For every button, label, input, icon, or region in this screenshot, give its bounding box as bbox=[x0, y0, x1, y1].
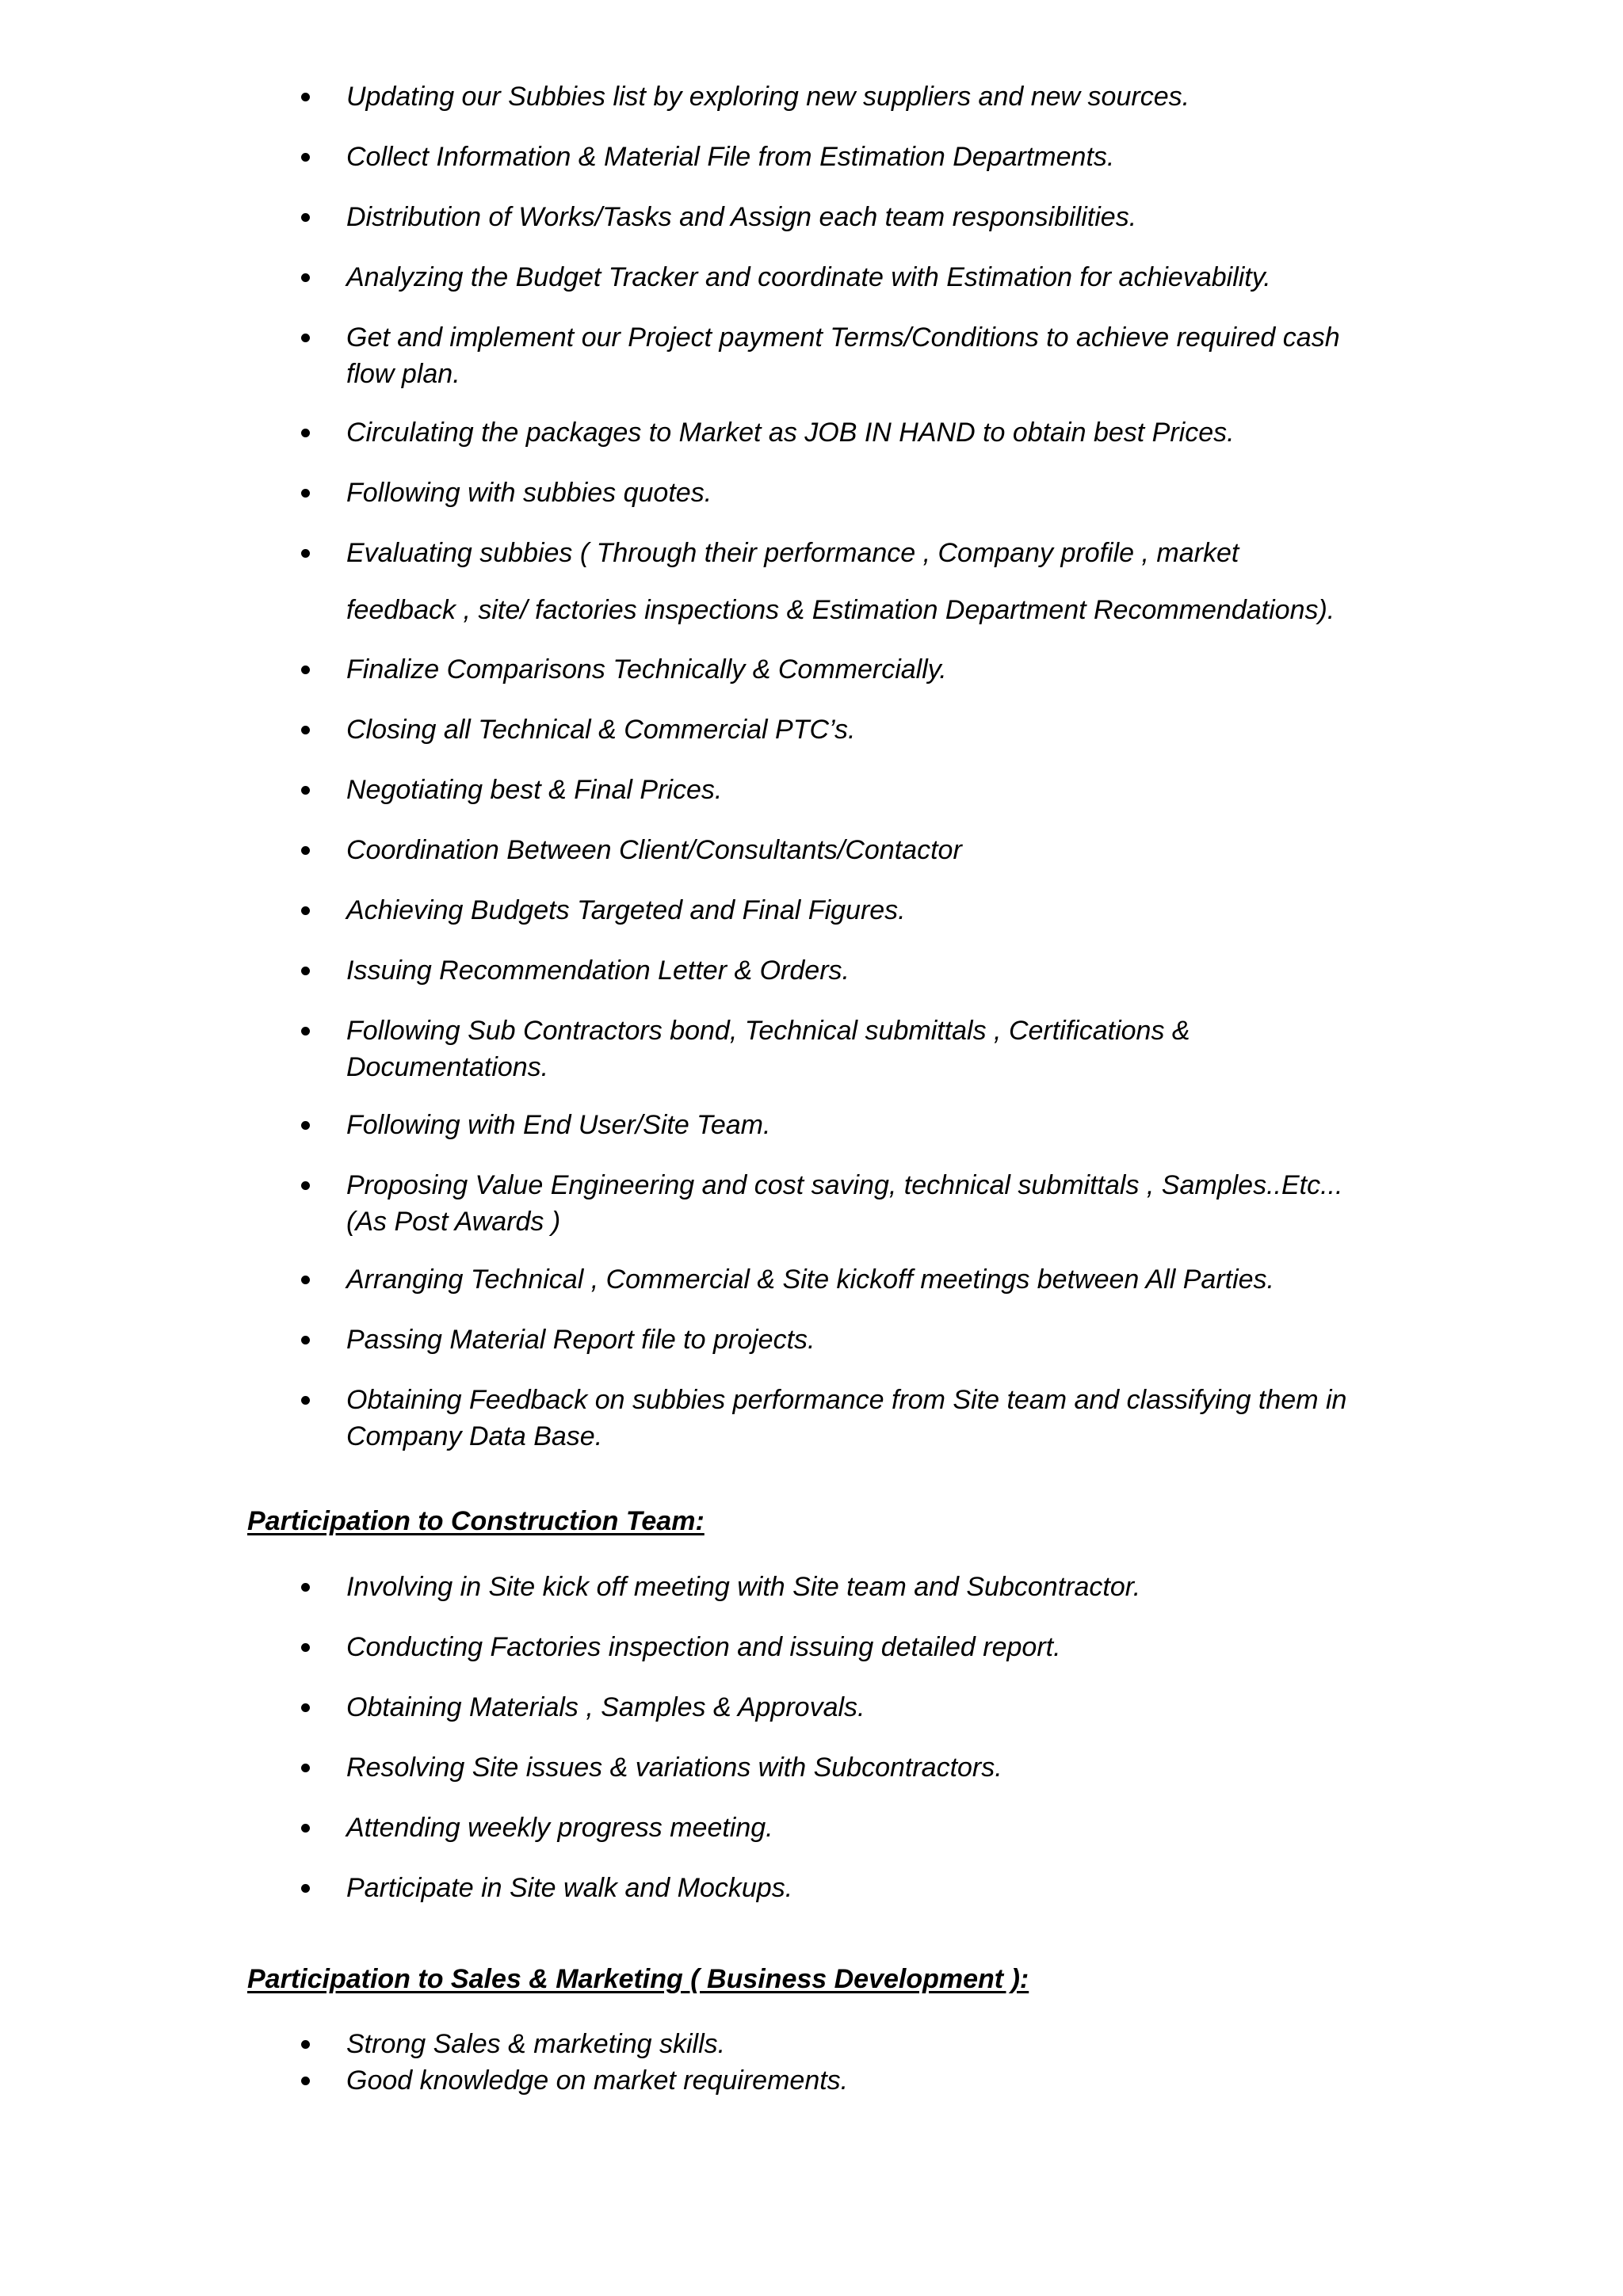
list-item bbox=[346, 139, 1384, 175]
list-item bbox=[346, 1629, 1384, 1665]
list-item-text: Company Data Base. bbox=[346, 1421, 603, 1451]
list-item-text: Closing all Technical & Commercial PTC’s. bbox=[346, 715, 856, 745]
list-item bbox=[346, 2026, 1384, 2062]
list-item-text: Following with End User/Site Team. bbox=[346, 1110, 771, 1140]
list-item bbox=[346, 535, 1384, 628]
list-item bbox=[346, 414, 1384, 451]
list-item-text: Involving in Site kick off meeting with Site team and Subcontractor. bbox=[346, 1572, 1141, 1602]
list-item bbox=[346, 892, 1384, 929]
list-item-text: Documentations. bbox=[346, 1052, 549, 1082]
construction-section-heading: Participation to Construction Team: bbox=[247, 1506, 705, 1536]
sales-section-heading: Participation to Sales & Marketing ( Business Development ): bbox=[247, 1964, 1029, 1994]
list-item bbox=[346, 711, 1384, 748]
list-item-text: Conducting Factories inspection and issuing detailed report. bbox=[346, 1632, 1061, 1662]
list-item bbox=[346, 651, 1384, 688]
list-item bbox=[346, 1382, 1384, 1455]
list-item-text: Distribution of Works/Tasks and Assign each team responsibilities. bbox=[346, 202, 1137, 232]
list-item bbox=[346, 1322, 1384, 1358]
list-item-text: Coordination Between Client/Consultants/Contactor bbox=[346, 835, 962, 865]
list-item bbox=[346, 1810, 1384, 1846]
list-item bbox=[346, 78, 1384, 115]
list-item-text: Resolving Site issues & variations with Subcontractors. bbox=[346, 1753, 1002, 1783]
list-item bbox=[346, 1689, 1384, 1726]
list-item-text: Passing Material Report file to projects. bbox=[346, 1325, 815, 1355]
list-item-text: Evaluating subbies ( Through their performance , Company profile , market bbox=[346, 538, 1239, 568]
list-item-text: Obtaining Feedback on subbies performance from Site team and classifying them in bbox=[346, 1385, 1347, 1415]
list-item bbox=[346, 1749, 1384, 1786]
list-item bbox=[346, 1107, 1384, 1143]
list-item-text: Obtaining Materials , Samples & Approvals. bbox=[346, 1692, 865, 1722]
list-item-text: Attending weekly progress meeting. bbox=[346, 1813, 773, 1843]
list-item bbox=[346, 1013, 1384, 1085]
list-item-text: Get and implement our Project payment Terms/Conditions to achieve required cash bbox=[346, 322, 1340, 353]
list-item-text: Analyzing the Budget Tracker and coordinate with Estimation for achievability. bbox=[346, 262, 1271, 292]
list-item-text: Issuing Recommendation Letter & Orders. bbox=[346, 955, 850, 986]
list-item bbox=[346, 475, 1384, 511]
list-item-text: Strong Sales & marketing skills. bbox=[346, 2029, 726, 2059]
list-item-text: (As Post Awards ) bbox=[346, 1207, 561, 1237]
list-item bbox=[346, 772, 1384, 808]
list-item-text: feedback , site/ factories inspections & Estimation Department Recommendations). bbox=[346, 595, 1335, 625]
list-item-text: flow plan. bbox=[346, 359, 460, 389]
list-item bbox=[346, 952, 1384, 989]
list-item-text: Following Sub Contractors bond, Technical submittals , Certifications & bbox=[346, 1016, 1190, 1046]
list-item-text: Updating our Subbies list by exploring new suppliers and new sources. bbox=[346, 82, 1190, 112]
list-item-text: Following with subbies quotes. bbox=[346, 478, 712, 508]
list-item-text: Proposing Value Engineering and cost saving, technical submittals , Samples..Etc... bbox=[346, 1170, 1343, 1200]
list-item bbox=[346, 832, 1384, 868]
list-item-text: Achieving Budgets Targeted and Final Figures. bbox=[346, 895, 906, 925]
list-item bbox=[346, 199, 1384, 235]
list-item bbox=[346, 259, 1384, 296]
list-item-text: Circulating the packages to Market as JOB IN HAND to obtain best Prices. bbox=[346, 418, 1235, 448]
list-item bbox=[346, 319, 1384, 392]
list-item bbox=[346, 1569, 1384, 1605]
list-item-text: Collect Information & Material File from Estimation Departments. bbox=[346, 142, 1115, 172]
list-item-text: Participate in Site walk and Mockups. bbox=[346, 1873, 793, 1903]
list-item bbox=[346, 1167, 1384, 1240]
list-item-text: Finalize Comparisons Technically & Commercially. bbox=[346, 654, 947, 685]
list-item bbox=[346, 1870, 1384, 1906]
list-item bbox=[346, 2062, 1384, 2099]
list-item-text: Negotiating best & Final Prices. bbox=[346, 775, 723, 805]
list-item-text: Arranging Technical , Commercial & Site kickoff meetings between All Parties. bbox=[346, 1264, 1274, 1295]
list-item-text: Good knowledge on market requirements. bbox=[346, 2065, 849, 2096]
list-item bbox=[346, 1261, 1384, 1298]
